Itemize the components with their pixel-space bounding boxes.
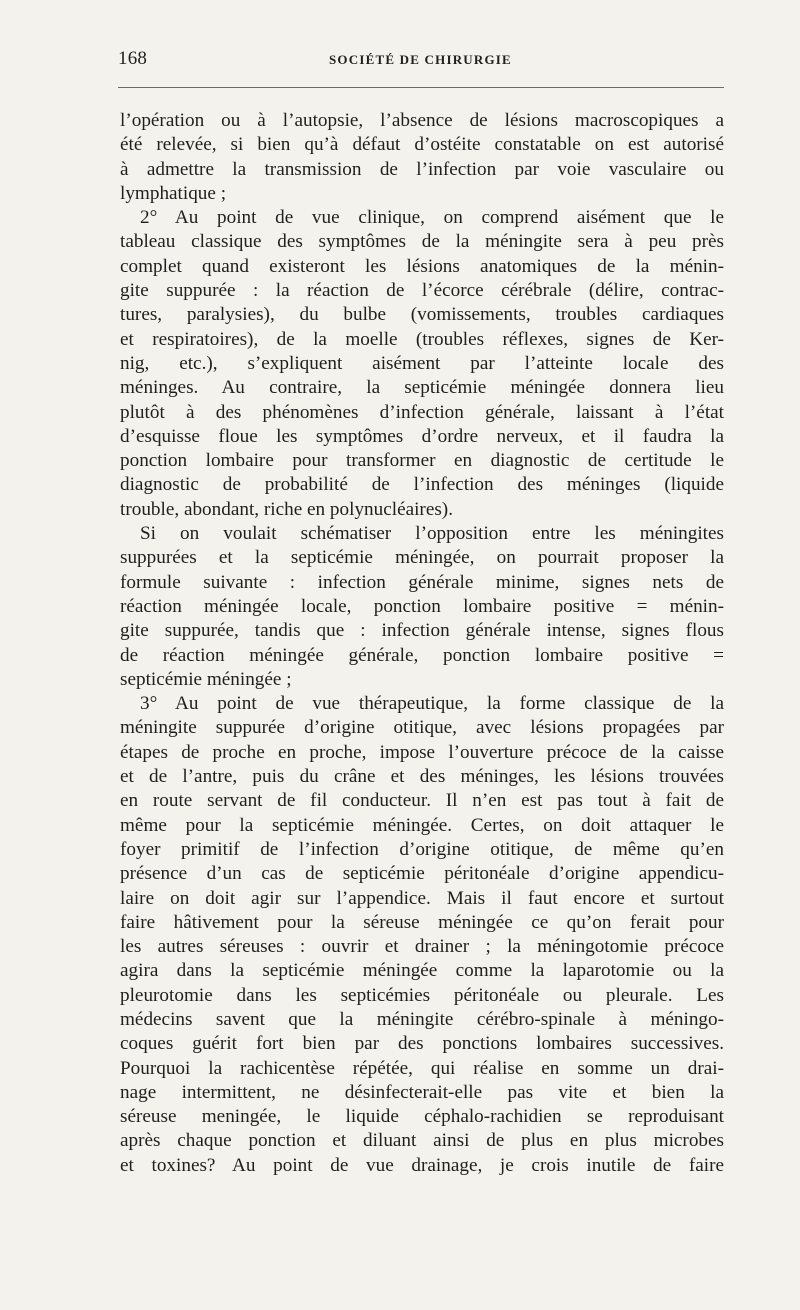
page-number: 168 [118,48,148,69]
text-line: même pour la septicémie méningée. Certes, on doit attaquer le [120,814,724,836]
text-line: l’opération ou à l’autopsie, l’absence de lésions macroscopiques a [120,110,724,131]
text-line: tures, paralysies), du bulbe (vomissements, troubles cardiaques [120,304,724,326]
text-line: agira dans la septicémie méningée comme la laparotomie ou la [120,960,724,982]
text-line: et de l’antre, puis du crâne et des méninges, les lésions trouvées [120,766,724,788]
text-line: suppurées et la septicémie méningée, on pourrait proposer la [120,547,724,569]
text-line: les autres séreuses : ouvrir et drainer ; la méningotomie précoce [120,936,724,958]
text-line: complet quand existeront les lésions anatomiques de la ménin- [120,255,724,277]
text-line: pleurotomie dans les septicémies péritonéale ou pleurale. Les [120,984,724,1006]
running-title: SOCIÉTÉ DE CHIRURGIE [329,52,512,67]
text-line: de réaction méningée générale, ponction lombaire positive = [120,644,724,666]
text-line: séreuse meningée, le liquide céphalo-rachidien se reproduisant [120,1106,724,1128]
text-line: 2° Au point de vue clinique, on comprend aisément que le [140,207,724,229]
text-line: d’esquisse floue les symptômes d’ordre nerveux, et il faudra la [120,425,724,447]
text-line: trouble, abondant, riche en polynucléaires). [120,498,453,520]
text-line: tableau classique des symptômes de la méningite sera à peu près [120,231,724,253]
text-line: et toxines? Au point de vue drainage, je crois inutile de faire [120,1154,724,1176]
text-line: formule suivante : infection générale minime, signes nets de [120,571,724,593]
text-line: nage intermittent, ne désinfecterait-elle pas vite et bien la [120,1081,724,1103]
text-line: gite suppurée : la réaction de l’écorce cérébrale (délire, contrac- [120,280,724,302]
text-line: méningite suppurée d’origine otitique, avec lésions propagées par [120,717,724,739]
text-line: en route servant de fil conducteur. Il n’en est pas tout à fait de [120,790,724,812]
body-text [120,109,724,1178]
text-line: plutôt à des phénomènes d’infection générale, laissant à l’état [120,401,724,423]
text-line: gite suppurée, tandis que : infection générale intense, signes flous [120,620,724,642]
text-line: présence d’un cas de septicémie péritonéale d’origine appendicu- [120,863,724,885]
text-line: 3° Au point de vue thérapeutique, la forme classique de la [140,693,724,715]
text-line: faire hâtivement pour la séreuse méningée ce qu’on ferait pour [120,911,724,933]
page-header [118,48,724,88]
text-line: à admettre la transmission de l’infection par voie vasculaire ou [120,158,724,180]
text-line: Pourquoi la rachicentèse répétée, qui réalise en somme un drai- [120,1057,724,1079]
text-line: après chaque ponction et diluant ainsi de plus en plus microbes [120,1130,724,1152]
header-rule [118,87,724,88]
text-line: méninges. Au contraire, la septicémie méningée donnera lieu [120,377,724,399]
text-line: foyer primitif de l’infection d’origine otitique, de même qu’en [120,838,724,860]
text-line: réaction méningée locale, ponction lombaire positive = ménin- [120,595,724,617]
text-line: et respiratoires), de la moelle (troubles réflexes, signes de Ker- [120,328,724,350]
text-line: laire on doit agir sur l’appendice. Mais il faut encore et surtout [120,887,724,909]
text-line: coques guérit fort bien par des ponctions lombaires successives. [120,1033,724,1055]
text-line: nig, etc.), s’expliquent aisément par l’atteinte locale des [120,352,724,374]
text-line: étapes de proche en proche, impose l’ouverture précoce de la caisse [120,741,724,763]
text-line: lymphatique ; [120,182,227,204]
text-line: diagnostic de probabilité de l’infection des méninges (liquide [120,474,724,496]
text-line: septicémie méningée ; [120,668,292,690]
text-line: Si on voulait schématiser l’opposition entre les méningites [140,523,724,545]
text-line: ponction lombaire pour transformer en diagnostic de certitude le [120,450,724,472]
text-line: été relevée, si bien qu’à défaut d’ostéite constatable on est autorisé [120,134,724,156]
text-line: médecins savent que la méningite cérébro-spinale à méningo- [120,1008,724,1030]
